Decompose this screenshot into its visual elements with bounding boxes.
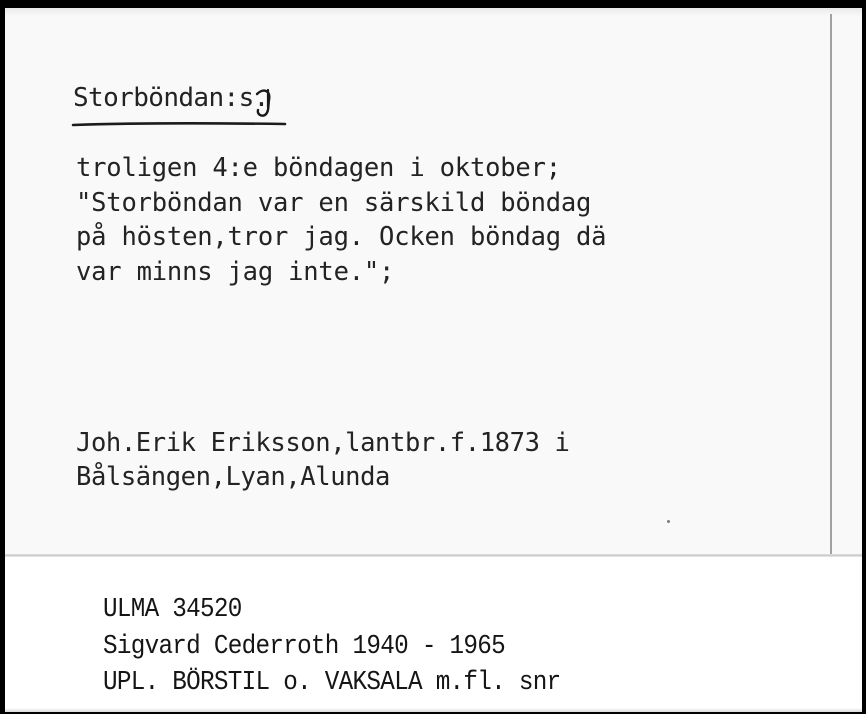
informant-line: Bålsängen,Lyan,Alunda [76,462,390,492]
card-bottom-edge [5,708,862,712]
archive-label-line: Sigvard Cederroth 1940 - 1965 [103,631,506,662]
archive-label-line: UPL. BÖRSTIL o. VAKSALA m.fl. snr [103,668,561,698]
heading-underline [71,120,287,128]
informant-text [76,426,569,494]
body-line: var minns jag inte."; [76,256,395,287]
index-card [5,8,862,712]
archive-label-text [103,592,611,702]
body-line: på hösten,tror jag. Ocken böndag dä [76,222,607,252]
card-body-text [76,151,606,289]
body-line: troligen 4:e böndagen i oktober; [76,153,561,183]
card-text-panel [5,8,831,556]
body-line: "Storböndan var en särskild böndag [76,187,592,218]
heading-block [73,78,269,118]
paper-speck [667,520,670,523]
card-heading: Storböndan:s. [73,83,269,113]
archive-label-line: ULMA 34520 [103,595,242,625]
card-right-rule [830,14,832,554]
informant-line: Joh.Erik Eriksson,lantbr.f.1873 i [76,428,570,458]
